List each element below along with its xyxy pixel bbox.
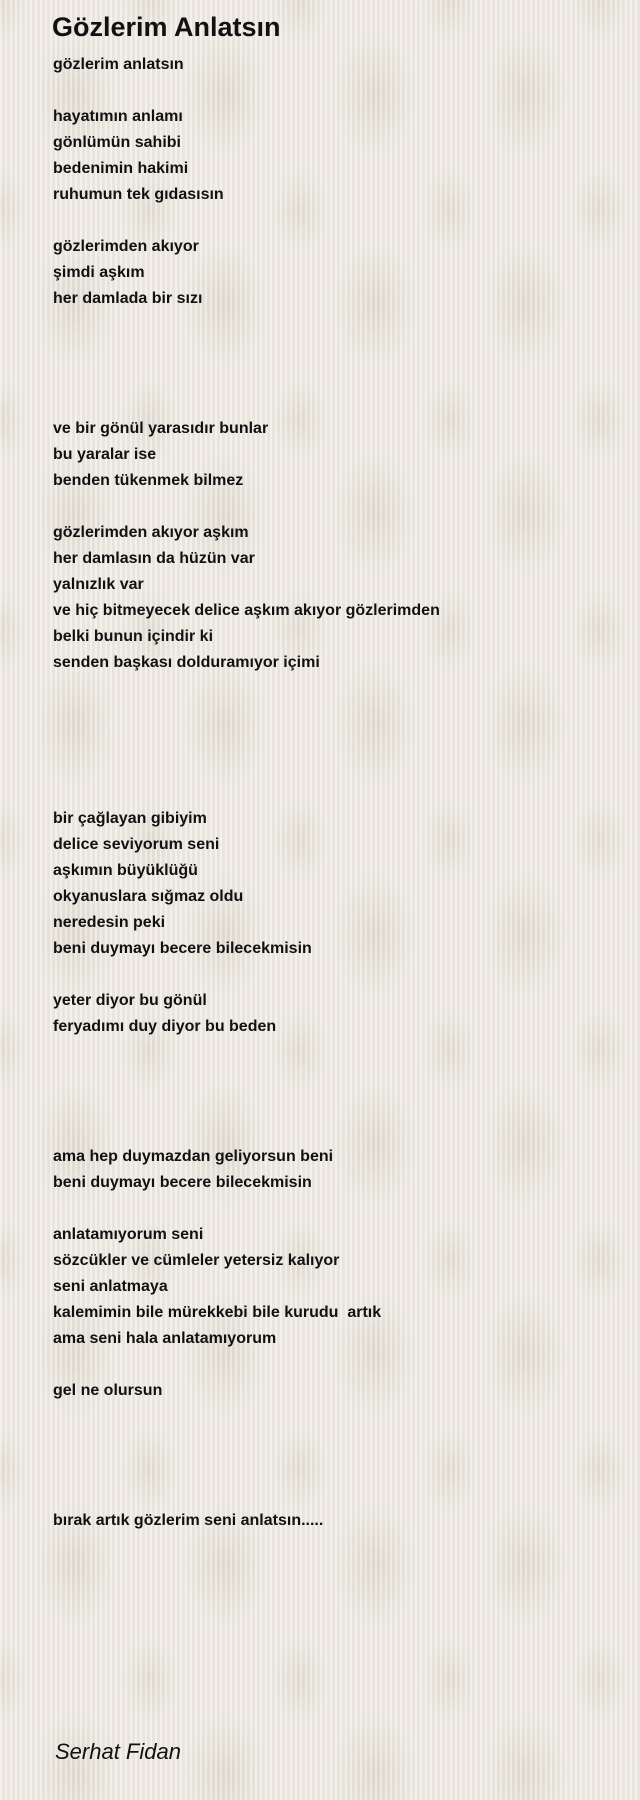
poem-line: feryadımı duy diyor bu beden bbox=[53, 1018, 277, 1035]
poem-line: neredesin peki bbox=[53, 914, 166, 931]
poem-line bbox=[53, 1196, 613, 1222]
poem-line bbox=[53, 1066, 613, 1092]
poem-line: sözcükler ve cümleler yetersiz kalıyor bbox=[53, 1252, 340, 1269]
poem-line: aşkımın büyüklüğü bbox=[53, 862, 198, 879]
poem-line: bu yaralar ise bbox=[53, 446, 157, 463]
poem-line: ama seni hala anlatamıyorum bbox=[53, 1330, 277, 1347]
poem-line: ve bir gönül yarasıdır bunlar bbox=[53, 420, 269, 437]
poem-line bbox=[53, 208, 613, 234]
poem-line bbox=[53, 390, 613, 416]
poem-line bbox=[53, 312, 613, 338]
poem-line bbox=[53, 728, 613, 754]
poem-line bbox=[53, 1482, 613, 1508]
poem-line bbox=[53, 780, 613, 806]
poem-line bbox=[53, 962, 613, 988]
poem-line: bir çağlayan gibiyim bbox=[53, 810, 207, 827]
poem-line: şimdi aşkım bbox=[53, 264, 145, 281]
poem-line: gözlerim anlatsın bbox=[53, 56, 184, 73]
poem-line bbox=[53, 1430, 613, 1456]
poem-line: gözlerimden akıyor bbox=[53, 238, 199, 255]
poem-line: yalnızlık var bbox=[53, 576, 144, 593]
poem-line: belki bunun içindir ki bbox=[53, 628, 214, 645]
poem-line bbox=[53, 702, 613, 728]
poem-line: bedenimin hakimi bbox=[53, 160, 189, 177]
poem-line: beni duymayı becere bilecekmisin bbox=[53, 940, 312, 957]
poem-line: kalemimin bile mürekkebi bile kurudu artık bbox=[53, 1304, 382, 1321]
poem-line: her damlada bir sızı bbox=[53, 290, 203, 307]
poem-body bbox=[53, 52, 613, 1534]
poem-line bbox=[53, 1118, 613, 1144]
poem-line: hayatımın anlamı bbox=[53, 108, 183, 125]
poem-line: anlatamıyorum seni bbox=[53, 1226, 204, 1243]
poem-line: ruhumun tek gıdasısın bbox=[53, 186, 224, 203]
poem-line bbox=[53, 78, 613, 104]
poem-line: beni duymayı becere bilecekmisin bbox=[53, 1174, 312, 1191]
poem-line bbox=[53, 494, 613, 520]
poem-line: gönlümün sahibi bbox=[53, 134, 181, 151]
poem-line: benden tükenmek bilmez bbox=[53, 472, 244, 489]
poem-line bbox=[53, 676, 613, 702]
poem-line bbox=[53, 1352, 613, 1378]
poem-title: Gözlerim Anlatsın bbox=[52, 12, 281, 42]
poem-line: yeter diyor bu gönül bbox=[53, 992, 207, 1009]
poem-line: gel ne olursun bbox=[53, 1382, 163, 1399]
poem-line: senden başkası dolduramıyor içimi bbox=[53, 654, 320, 671]
poem-line: ama hep duymazdan geliyorsun beni bbox=[53, 1148, 334, 1165]
poem-line bbox=[53, 1040, 613, 1066]
poem-line bbox=[53, 338, 613, 364]
poem-line bbox=[53, 1092, 613, 1118]
poem-line: seni anlatmaya bbox=[53, 1278, 168, 1295]
poem-line: okyanuslara sığmaz oldu bbox=[53, 888, 244, 905]
poem-line bbox=[53, 754, 613, 780]
poem-line: her damlasın da hüzün var bbox=[53, 550, 255, 567]
poem-line bbox=[53, 1456, 613, 1482]
poem-line bbox=[53, 364, 613, 390]
poem-line: ve hiç bitmeyecek delice aşkım akıyor gözlerimden bbox=[53, 602, 440, 619]
poem-line bbox=[53, 1404, 613, 1430]
poem-author: Serhat Fidan bbox=[55, 1739, 181, 1764]
poem-line: gözlerimden akıyor aşkım bbox=[53, 524, 249, 541]
poem-line: delice seviyorum seni bbox=[53, 836, 220, 853]
poem-line: bırak artık gözlerim seni anlatsın..... bbox=[53, 1512, 324, 1529]
